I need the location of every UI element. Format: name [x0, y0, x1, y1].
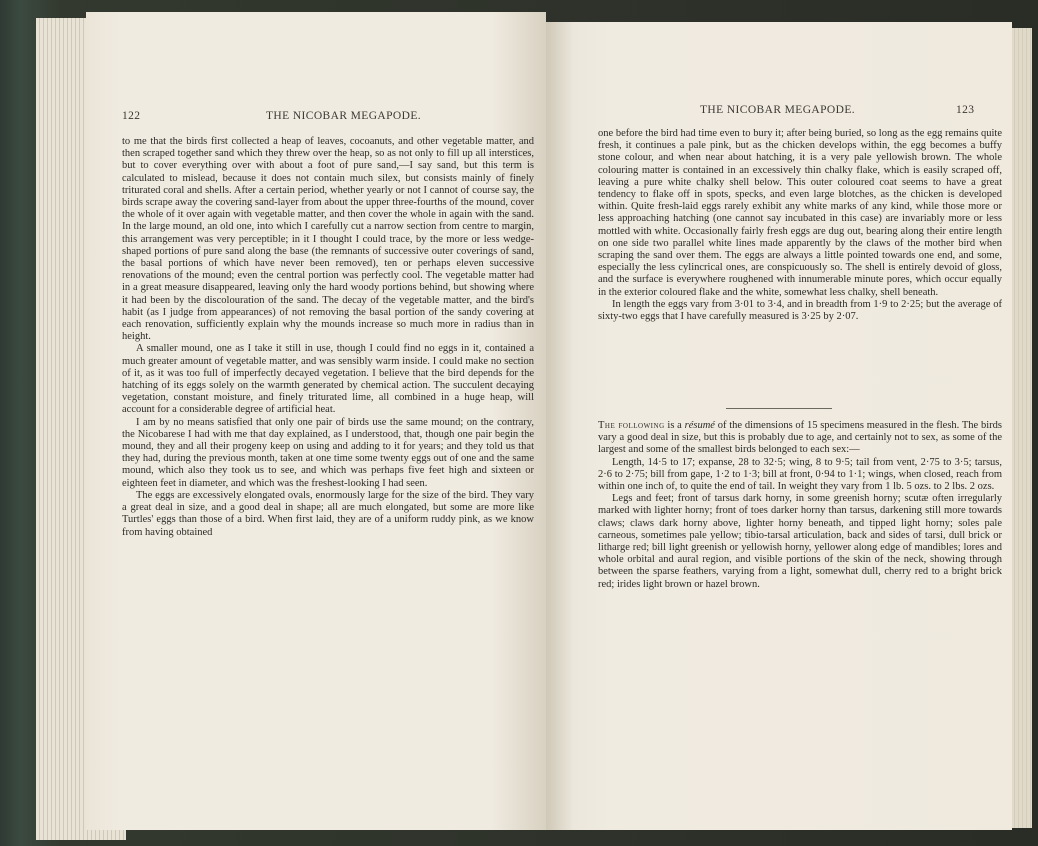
paragraph [598, 420, 1002, 457]
section-divider [726, 408, 832, 409]
measurements-text [598, 420, 1002, 591]
section-text: of the dimensions of 15 specimens measured in the flesh. The birds vary a good deal in size, but this is probably due to age, and certainly not to sex, as some of the largest and some of the smallest birds belonged to each sex:— [598, 420, 1002, 456]
body-text [598, 128, 1002, 323]
paragraph: to me that the birds first collected a heap of leaves, cocoanuts, and other vegetable matter, and then scraped together sand which they threw over the heap, so as not only to fill up all interstices, but to cover everything over with about a foot of pure sand,—I say sand, but this term is calculated to mislead, because it does not contain much silex, but consists mainly of finely triturated coral and shells. After a certain period, whether yearly or not I cannot of course say, the birds scrape away the covering sand-layer from about the upper three-fourths of the mound, cover the whole of it over again with vegetable matter, and then cover the whole in again with the sand. In the large mound, an old one, into which I carefully cut a narrow section from centre to margin, this arrangement was very perceptible; in it I thought I could trace, by the more or less wedge-shaped portions of pure sand along the base (the remnants of successive outer coverings of sand, the basal portions of which have never been removed), ten or perhaps eleven successive renovations of the mound; even the central portion was perfectly cool. The vegetable matter had in a great measure disappeared, leaving only the hard woody portions behind, but showing where it had been by the discolouration of the sand. The decay of the vegetable matter, and the bird's habit (as I judge from appearances) of not removing the basal portion of the sandy covering at each renovation, sufficiently explain why the mounds increase so much more in radius than in height. [122, 136, 534, 343]
paragraph: Length, 14·5 to 17; expanse, 28 to 32·5; wing, 8 to 9·5; tail from vent, 2·75 to 3·5; tarsus, 2·6 to 2·75; bill from gape, 1·2 to 1·3; bill at front, 0·94 to 1·1; wings, when closed, reach from within one inch of, to quite the end of tail. In weight they vary from 1 lb. 5 ozs. to 2 lbs. 2 ozs. [598, 456, 1002, 493]
paragraph: Legs and feet; front of tarsus dark horny, in some greenish horny; scutæ often irregularly marked with lighter horny; front of toes darker horny than tarsus, darkening still more towards claws; claws dark horny above, lighter horny beneath, and tipped light horny; soles pale carneous, sometimes pale yellow; tibio-tarsal articulation, back and sides of tarsi, dull brick or litharge red; bill light greenish or yellowish horny, yellower along edge of mandibles; lores and whole orbital and aural region, and visible portions of the skin of the neck, showing through between the sparse feathers, varying from a light, somewhat dull, cherry red to a bright brick red; irides light brown or hazel brown. [598, 493, 1002, 590]
resume-italic: résumé [684, 420, 715, 431]
running-head: THE NICOBAR MEGAPODE. [700, 104, 856, 116]
paragraph: I am by no means satisfied that only one pair of birds use the same mound; on the contrary, the Nicobarese I had with me that day explained, as I understood, that, though one pair begin the mound, they and all their progeny keep on using and adding to it for years; and they told us that they had, during the previous month, taken at one time some twenty eggs out of one and the same mound, which also they took us to see, and which was perhaps five feet high and sixteen or eighteen feet in diameter, and which was the freshest-looking I had seen. [122, 416, 534, 489]
paragraph: The eggs are excessively elongated ovals, enormously large for the size of the bird. They vary a great deal in size, and a good deal in shape; all are much elongated, but some are more like Turtles' eggs than those of a bird. When first laid, they are of a uniform ruddy pink, as we know from having obtained [122, 489, 534, 538]
left-page [86, 12, 546, 830]
page-number: 123 [956, 104, 975, 116]
running-head: THE NICOBAR MEGAPODE. [266, 110, 422, 122]
right-page [546, 22, 1012, 830]
page-number: 122 [122, 110, 141, 122]
paragraph: one before the bird had time even to bury it; after being buried, so long as the egg remains quite fresh, it continues a pale pink, but as the chicken develops within, the egg becomes a buffy stone colour, and when near about hatching, it is a very pale yellowish brown. The whole colouring matter is contained in an excessively thin chalky flake, which is easily scraped off, leaving a pure white chalky shell below. This outer coloured coat seems to have a great tendency to flake off in spots, specks, and even large blotches, as the chicken is developed within. Quite fresh-laid eggs rarely exhibit any white marks of any kind, while those more or less approaching hatching (one cannot say incubated in this case) are invariably more or less mottled with white. Occasionally fairly fresh eggs are dug out, bearing along their entire length on one side two parallel white lines made apparently by the claws of the mother bird when scraping the sand over them. The eggs are always a little pointed towards one end, and some, especially the less cylincrical ones, are conspicuously so. The shell is entirely devoid of gloss, and the surface is everywhere roughened with innumerable minute pores, which occur equally in the exterior coloured flake and the white, somewhat less chalky, shell beneath. [598, 128, 1002, 298]
section-lead-joiner: is a [664, 420, 685, 431]
body-text [122, 136, 534, 539]
section-lead: The following [598, 420, 665, 431]
paragraph: In length the eggs vary from 3·01 to 3·4, and in breadth from 1·9 to 2·25; but the average of sixty-two eggs that I have carefully measured is 3·25 by 2·07. [598, 298, 1002, 323]
paragraph: A smaller mound, one as I take it still in use, though I could find no eggs in it, contained a much greater amount of vegetable matter, and was sensibly warm inside. I could make no section of it, as it was too full of imperfectly decayed vegetation. I believe that the bird depends for the hatching of its eggs solely on the warmth generated by chemical action. The succulent decaying vegetation, constant moisture, and finely triturated lime, all combined in a huge heap, will account for a considerable degree of artificial heat. [122, 343, 534, 416]
